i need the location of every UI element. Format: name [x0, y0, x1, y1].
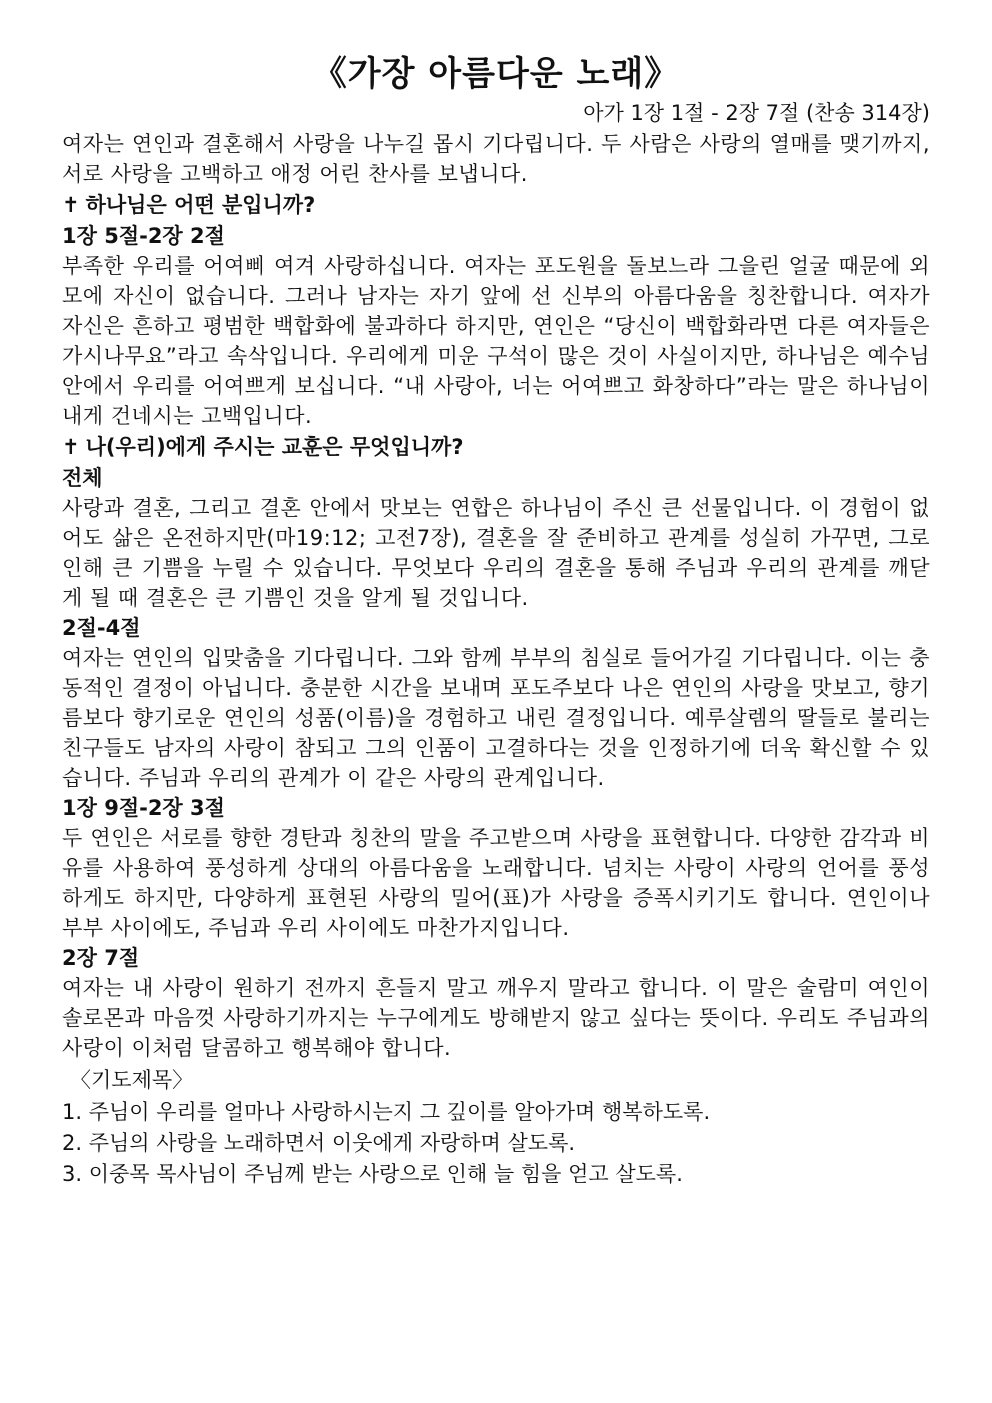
section-body: 여자는 연인의 입맞춤을 기다립니다. 그와 함께 부부의 침실로 들어가길 기다립니다. 이는 충동적인 결정이 아닙니다. 충분한 시간을 보내며 포도주보다 나은 연인의 사랑을 맛보고, 향기름보다 향기로운 연인의 성품(이름)을 경험하고 내린 결정입니다. 예루살렘의 딸들로 불리는 친구들도 남자의 사랑이 참되고 그의 인품이 고결하다는 것을 인정하기에 더욱 확신할 수 있습니다. 주님과 우리의 관계가 이 같은 사랑의 관계입니다. — [62, 646, 930, 790]
document-page — [62, 50, 930, 1190]
section-body: 여자는 내 사랑이 원하기 전까지 흔들지 말고 깨우지 말라고 합니다. 이 말은 술람미 여인이 솔로몬과 마음껏 사랑하기까지는 누구에게도 방해받지 않고 싶다는 뜻이다. 우리도 주님과의 사랑이 이처럼 달콤하고 행복해야 합니다. — [62, 976, 930, 1060]
scripture-reference: 아가 1장 1절 - 2장 7절 (찬송 314장) — [583, 101, 930, 125]
section-heading: 전체 — [62, 466, 103, 490]
question-who-is-god — [62, 189, 930, 221]
intro-paragraph: 여자는 연인과 결혼해서 사랑을 나누길 몹시 기다립니다. 두 사람은 사랑의 열매를 맺기까지, 서로 사랑을 고백하고 애정 어린 찬사를 보냅니다. — [62, 132, 930, 186]
section-heading: 1장 5절-2장 2절 — [62, 224, 225, 248]
document-title: 《가장 아름다운 노래》 — [312, 54, 680, 94]
question-text: 하나님은 어떤 분입니까? — [85, 193, 316, 217]
question-text: 나(우리)에게 주시는 교훈은 무엇입니까? — [85, 435, 464, 459]
question-lesson — [62, 431, 930, 463]
prayer-item: 2. 주님의 사랑을 노래하면서 이웃에게 자랑하며 살도록. — [62, 1131, 576, 1155]
prayer-item: 3. 이중목 목사님이 주님께 받는 사랑으로 인해 늘 힘을 얻고 살도록. — [62, 1162, 683, 1186]
section-heading: 1장 9절-2장 3절 — [62, 796, 225, 820]
section-body: 두 연인은 서로를 향한 경탄과 칭찬의 말을 주고받으며 사랑을 표현합니다. 다양한 감각과 비유를 사용하여 풍성하게 상대의 아름다움을 노래합니다. 넘치는 사랑이 사랑의 언어를 풍성하게도 하지만, 다양하게 표현된 사랑의 밀어(표)가 사랑을 증폭시키기도 합니다. 연인이나 부부 사이에도, 주님과 우리 사이에도 마찬가지입니다. — [62, 826, 930, 940]
prayer-list — [62, 1097, 930, 1190]
section-heading: 2장 7절 — [62, 946, 140, 970]
cross-icon: ✝ — [62, 435, 80, 459]
section-heading: 2절-4절 — [62, 616, 141, 640]
cross-icon: ✝ — [62, 193, 80, 217]
section-body: 사랑과 결혼, 그리고 결혼 안에서 맛보는 연합은 하나님이 주신 큰 선물입니다. 이 경험이 없어도 삶은 온전하지만(마19:12; 고전7장), 결혼을 잘 준비하고 관계를 성실히 가꾸면, 그로 인해 큰 기쁨을 누릴 수 있습니다. 무엇보다 우리의 결혼을 통해 주님과 우리의 관계를 깨닫게 될 때 결혼은 큰 기쁨인 것을 알게 될 것입니다. — [62, 496, 930, 610]
section-body: 부족한 우리를 어여삐 여겨 사랑하십니다. 여자는 포도원을 돌보느라 그을린 얼굴 때문에 외모에 자신이 없습니다. 그러나 남자는 자기 앞에 선 신부의 아름다움을 칭찬합니다. 여자가 자신은 흔하고 평범한 백합화에 불과하다 하지만, 연인은 “당신이 백합화라면 다른 여자들은 가시나무요”라고 속삭입니다. 우리에게 미운 구석이 많은 것이 사실이지만, 하나님은 예수님 안에서 우리를 어여쁘게 보십니다. “내 사랑아, 너는 어여쁘고 화창하다”라는 말은 하나님이 내게 건네시는 고백입니다. — [62, 254, 930, 428]
prayer-title: 〈기도제목〉 — [70, 1068, 194, 1092]
prayer-item: 1. 주님이 우리를 얼마나 사랑하시는지 그 깊이를 알아가며 행복하도록. — [62, 1100, 711, 1124]
